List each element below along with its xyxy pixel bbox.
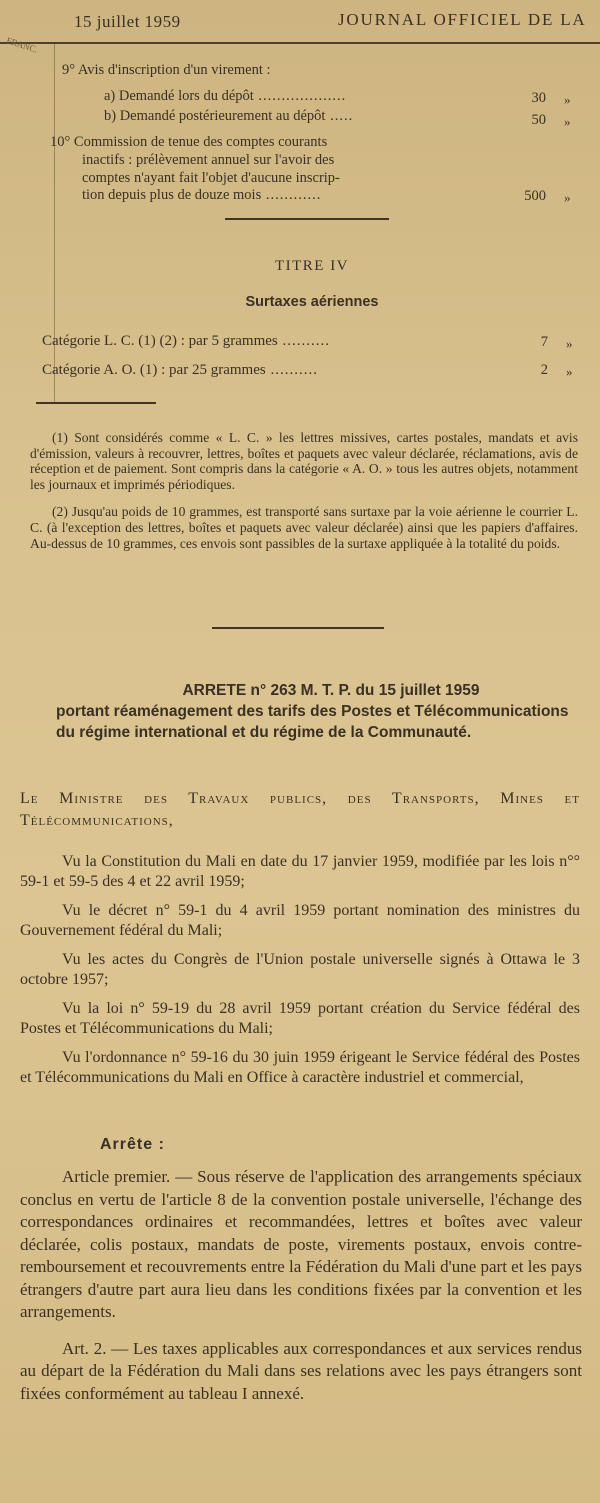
surtaxes-heading: Surtaxes aériennes bbox=[245, 294, 379, 310]
journal-title: JOURNAL OFFICIEL DE LA bbox=[338, 10, 587, 29]
vu-ordonnance: Vu l'ordonnance n° 59-16 du 30 juin 1959 érigeant le Service fédéral des Postes et Télécommunications du Mali en Office à caractère industriel et commercial, bbox=[20, 1049, 580, 1086]
footnotes bbox=[30, 430, 578, 551]
ao-amount: 2 bbox=[540, 362, 548, 378]
ao-label: Catégorie A. O. (1) : par 25 grammes .......... bbox=[42, 362, 318, 378]
visas bbox=[20, 852, 580, 1088]
unit-symbol: » bbox=[564, 92, 571, 107]
article-2: Art. 2. — Les taxes applicables aux correspondances et aux services rendus au départ de la Fédération du Mali dans ses relations avec les pays étrangers sont fixées conformément au tableau I annexé. bbox=[20, 1338, 582, 1403]
articles bbox=[20, 1166, 582, 1405]
unit-symbol: » bbox=[564, 114, 571, 129]
lc-amount: 7 bbox=[540, 334, 548, 350]
vu-loi: Vu la loi n° 59-19 du 28 avril 1959 portant création du Service fédéral des Postes et Télécommunications du Mali; bbox=[20, 1000, 580, 1037]
footnote-divider bbox=[36, 402, 156, 404]
titre-iv-heading: TITRE IV bbox=[274, 258, 350, 274]
page-header bbox=[0, 0, 600, 44]
header-date: 15 juillet 1959 bbox=[74, 12, 181, 31]
item10-line1: 10° Commission de tenue des comptes courants bbox=[50, 134, 328, 150]
footnote-1: (1) Sont considérés comme « L. C. » les lettres missives, cartes postales, mandats et avis d'émission, valeurs à recouvrer, lettres, boîtes et paquets avec valeur déclarée, réclamations, avis de réception et de paiement. Sont compris dans la catégorie « A. O. » tous les autres objets, notamment les journaux et imprimés périodiques. bbox=[30, 430, 578, 492]
arrete-number: ARRETE n° 263 M. T. P. du 15 juillet 1959 bbox=[182, 682, 480, 699]
item10-line4: tion depuis plus de douze mois ............ bbox=[82, 187, 322, 203]
item9b-amount: 50 bbox=[531, 112, 546, 128]
vu-decret: Vu le décret n° 59-1 du 4 avril 1959 portant nomination des ministres du Gouvernement fédéral du Mali; bbox=[20, 902, 580, 939]
column-rule bbox=[54, 44, 55, 404]
vu-constitution: Vu la Constitution du Mali en date du 17 janvier 1959, modifiée par les lois n°° 59-1 et 59-5 des 4 et 22 avril 1959; bbox=[20, 853, 580, 890]
arrete-title: portant réaménagement des tarifs des Postes et Télécommunications du régime international et du régime de la Communauté. bbox=[56, 703, 569, 741]
vu-actes-congres: Vu les actes du Congrès de l'Union postale universelle signés à Ottawa le 3 octobre 1957; bbox=[20, 951, 580, 988]
minister: Le Ministre des Travaux publics, des Transports, Mines et Télécommunications, bbox=[20, 790, 580, 829]
item9a-label: a) Demandé lors du dépôt ................... bbox=[104, 88, 347, 104]
margin-note: FRANC. bbox=[5, 35, 40, 55]
item9a-amount: 30 bbox=[531, 90, 546, 106]
footnote-2: (2) Jusqu'au poids de 10 grammes, est transporté sans surtaxe par la voie aérienne le courrier L. C. (à l'exception des lettres, boîtes et paquets avec valeur déclarée) ainsi que les papiers d'affaires. Au-dessus de 10 grammes, ces envois sont passibles de la surtaxe appliquée à la totalité du poids. bbox=[30, 504, 578, 551]
item9-label: 9° Avis d'inscription d'un virement : bbox=[62, 62, 271, 78]
unit-symbol: » bbox=[564, 190, 571, 205]
arrete-label: Arrête : bbox=[100, 1136, 165, 1153]
section-divider bbox=[212, 627, 384, 629]
section-divider bbox=[225, 218, 389, 220]
article-1: Article premier. — Sous réserve de l'application des arrangements spéciaux conclus en vertu de l'article 8 de la convention postale universelle, l'échange des correspondances ordinaires et recommandées, lettres et boîtes avec valeur déclarée, colis postaux, mandats de poste, virements postaux, envois contre-remboursement et recouvrements entre la Fédération du Mali d'une part et les pays étrangers d'autre part aura lieu dans les conditions fixées par la convention et les arrangements. bbox=[20, 1167, 582, 1321]
minister-line bbox=[20, 788, 580, 832]
arrete-heading bbox=[56, 680, 586, 743]
item10-amount: 500 bbox=[524, 188, 546, 204]
item10-line3: comptes n'ayant fait l'objet d'aucune inscrip- bbox=[82, 170, 340, 186]
item10-line2: inactifs : prélèvement annuel sur l'avoir des bbox=[82, 152, 335, 168]
lc-label: Catégorie L. C. (1) (2) : par 5 grammes .......... bbox=[42, 333, 331, 349]
unit-symbol: » bbox=[566, 364, 573, 379]
item9b-label: b) Demandé postérieurement au dépôt ..... bbox=[104, 108, 354, 124]
unit-symbol: » bbox=[566, 336, 573, 351]
